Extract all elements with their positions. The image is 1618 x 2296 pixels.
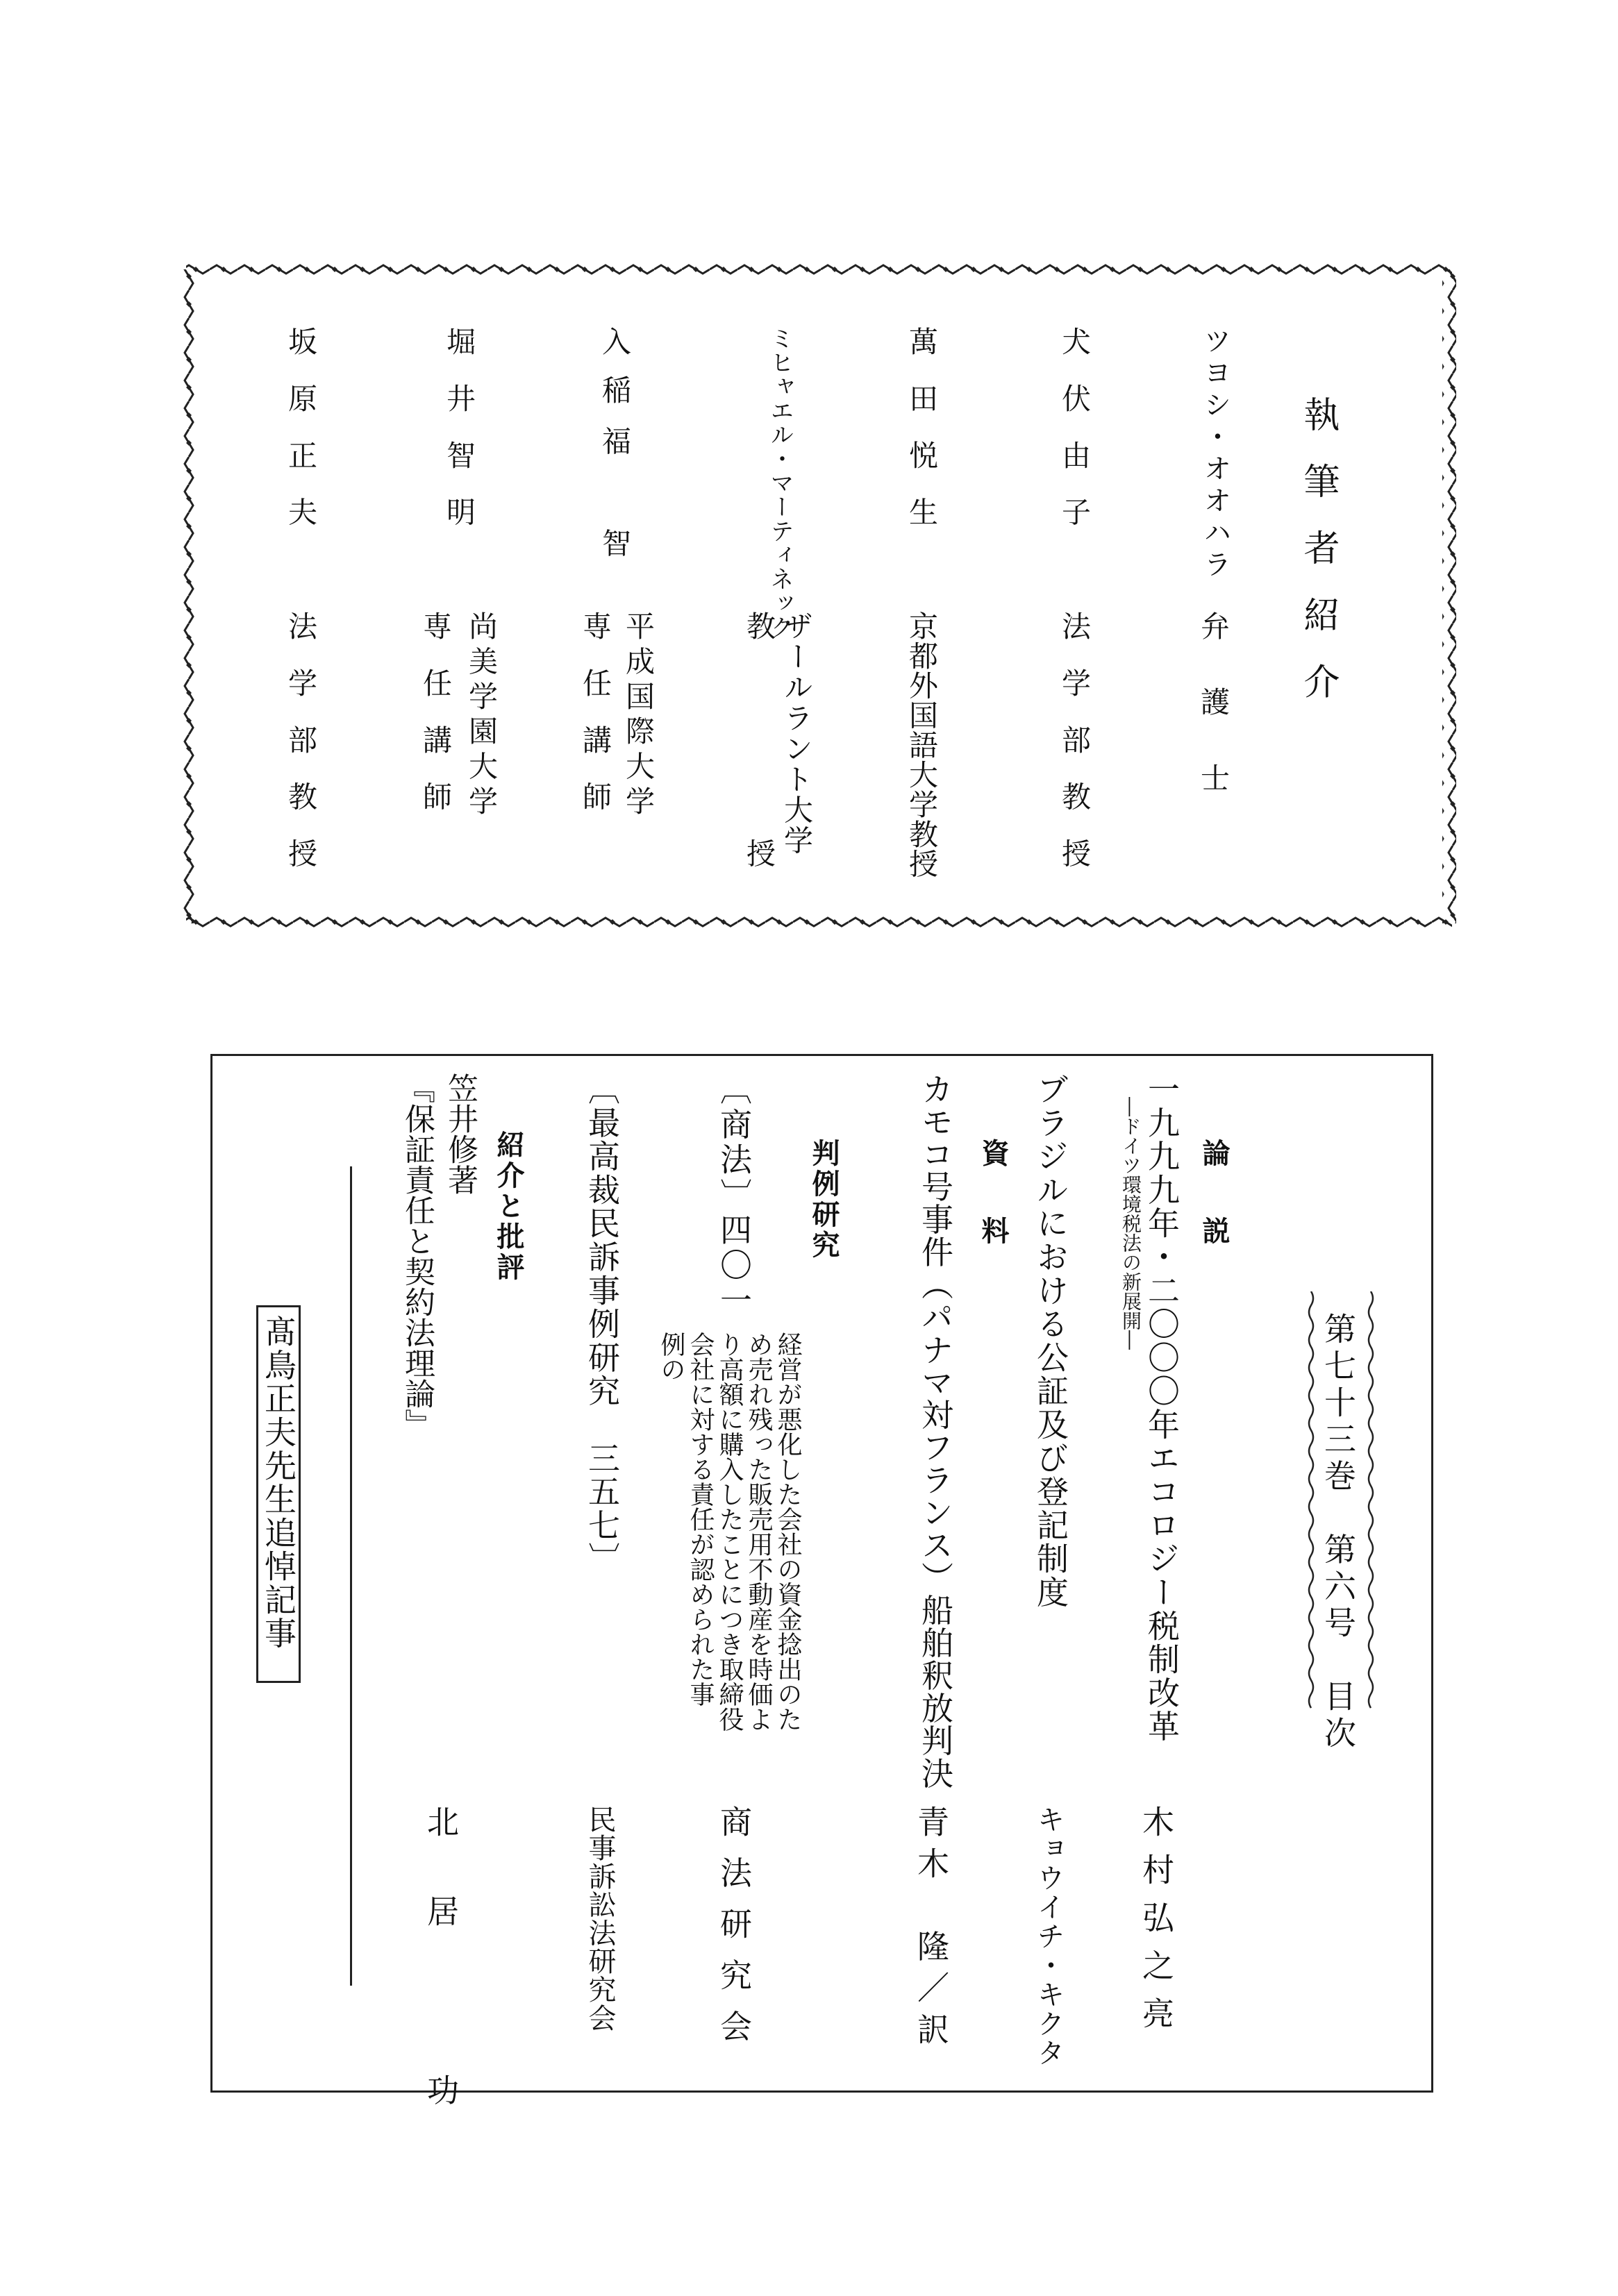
article-author: 商法研究会 [715,1805,753,2061]
wavy-rule-icon [1306,1291,1317,1715]
divider-line [350,1166,352,1986]
wavy-rule-icon [1365,1291,1376,1715]
section-heading: 論 説 [1198,1139,1231,1255]
author-name: 萬田悦生 [905,326,939,554]
author-title: 平成国際大学 [622,611,656,821]
author-title: ザールラント大学 [780,611,814,856]
article-subtitle: ―ドイツ環境税法の新展開― [1119,1097,1142,1350]
author-name: 坂原正夫 [284,326,318,554]
author-name: 稲福 智 [598,375,632,579]
author-title: 教授 [742,611,776,1066]
volume-heading: 第七十三巻 第六号 目次 [1319,1312,1357,1753]
memorial-title: 髙鳥正夫先生追悼記事 [260,1315,297,1650]
article-author: 青木 隆／訳 [912,1805,950,2054]
article-title: 〔最高裁民訴事例研究 三五七〕 [583,1073,621,1576]
author-title: 法学部教授 [284,611,318,896]
article-author: 木村弘之亮 [1137,1805,1175,2045]
article-author: キョウイチ・キクタ [1033,1805,1065,2068]
article-note: 会社に対する責任が認められた事 [686,1332,715,1707]
article-note: り高額に購入したことにつき取締役 [715,1332,744,1732]
author-title: 専任講師 [578,611,612,839]
article-note: 経営が悪化した会社の資金捻出のた [774,1332,802,1732]
article-title: 笠井修著 [442,1073,478,1195]
article-author: 民事訴訟法研究会 [584,1805,616,2032]
author-name: 堀井智明 [442,326,476,554]
author-title: 専任講師 [419,611,453,839]
article-title: 〔商法〕四〇一 [715,1073,753,1319]
section-heading: 判例研究 [808,1139,840,1261]
article-title: 一九九九年・二〇〇〇年エコロジー税制改革 [1143,1073,1181,1743]
article-author: 北居 功 [422,1805,460,2163]
author-name: ツヨシ・オオハラ [1199,326,1231,582]
author-name: 犬伏由子 [1058,326,1092,554]
author-title: 京都外国語大学教授 [905,611,939,879]
author-title: 弁 護 士 [1196,611,1231,801]
article-title: ブラジルにおける公証及び登記制度 [1032,1073,1069,1609]
authors-heading: 執筆者紹介 [1297,396,1339,730]
section-heading: 紹介と批評 [492,1130,525,1283]
author-title: 法学部教授 [1058,611,1092,896]
author-name: 入 [598,326,632,355]
section-heading: 資 料 [977,1139,1010,1255]
ornamental-border-icon [182,262,1456,930]
article-note: 例の [657,1332,685,1382]
author-title: 尚美学園大学 [465,611,499,821]
author-name: ミヒャエル・マーティネック [766,326,794,639]
book-title: 『保証責任と契約法理論』 [399,1073,435,1439]
article-note: め売れ残った販売用不動産を時価よ [744,1332,773,1732]
article-title: カモコ号事件（パナマ対フランス）船舶釈放判決 [917,1073,954,1790]
